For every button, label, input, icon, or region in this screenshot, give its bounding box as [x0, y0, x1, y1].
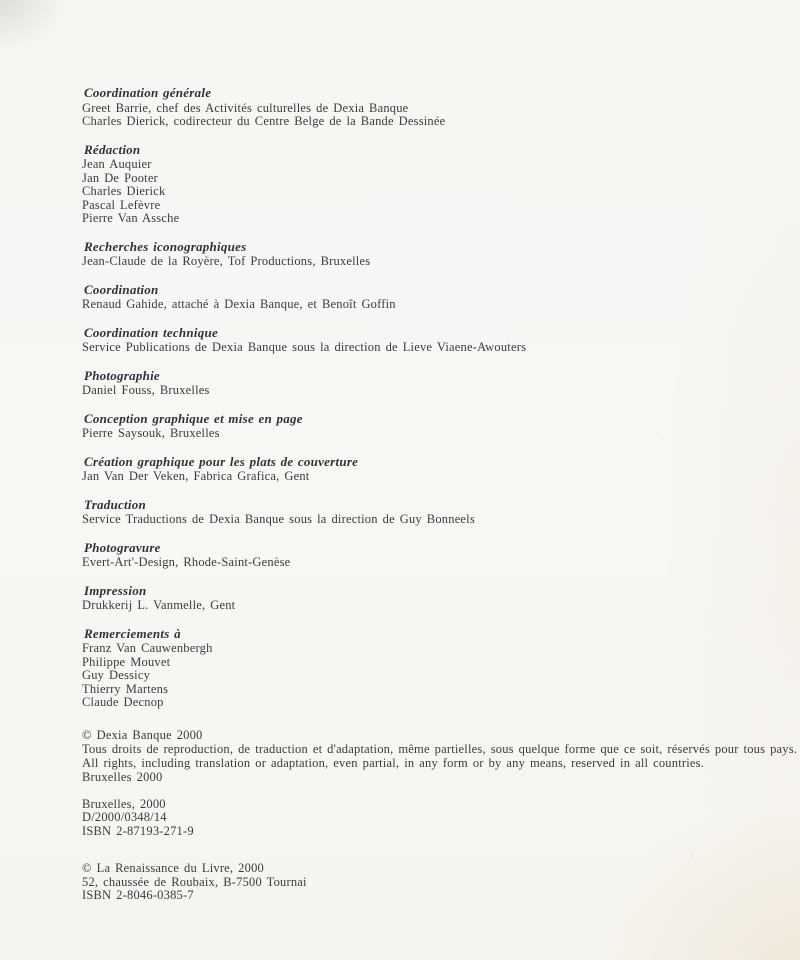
imprint-block — [82, 798, 760, 839]
publisher-line: © La Renaissance du Livre, 2000 — [82, 861, 264, 875]
credit-line: Daniel Fouss, Bruxelles — [82, 383, 210, 397]
section-heading: Impression — [84, 582, 147, 598]
credit-line: Service Traductions de Dexia Banque sous la direction de Guy Bonneels — [82, 512, 475, 526]
credit-section — [82, 455, 760, 484]
credits-sections — [82, 86, 760, 710]
credit-section — [82, 627, 760, 710]
section-heading: Coordination — [84, 281, 159, 297]
credit-line: Greet Barrie, chef des Activités culturelles de Dexia Banque — [82, 100, 409, 115]
section-heading: Recherches iconographiques — [84, 238, 247, 254]
copyright-line: Bruxelles 2000 — [82, 769, 163, 784]
imprint-line: ISBN 2-87193-271-9 — [82, 823, 194, 838]
credit-section — [82, 283, 760, 312]
section-heading: Rédaction — [84, 141, 141, 157]
copyright-block — [82, 727, 798, 784]
publisher-line: ISBN 2-8046-0385-7 — [82, 888, 194, 902]
imprint-line: Bruxelles, 2000 — [82, 796, 166, 811]
credit-line: Jan Van Der Veken, Fabrica Grafica, Gent — [82, 469, 310, 483]
publisher-line: 52, chaussée de Roubaix, B-7500 Tournai — [82, 874, 307, 889]
credit-line: Charles Dierick — [82, 184, 166, 198]
credit-section — [82, 541, 760, 570]
copyright-line: Tous droits de reproduction, de traduction et d'adaptation, même partielles, sous quelque forme que ce soit, réservés pour tous pays. — [82, 741, 798, 756]
section-heading: Photographie — [84, 367, 160, 383]
section-heading: Création graphique pour les plats de couverture — [84, 453, 359, 469]
paper-speck — [691, 855, 693, 857]
credit-line: Service Publications de Dexia Banque sous la direction de Lieve Viaene-Awouters — [82, 340, 527, 354]
section-heading: Photogravure — [84, 539, 161, 555]
section-heading: Conception graphique et mise en page — [84, 410, 303, 426]
copyright-line: All rights, including translation or adaptation, even partial, in any form or by any means, reserved in all countries. — [82, 755, 705, 770]
credit-line: Jean Auquier — [82, 157, 152, 171]
section-heading: Remerciements à — [84, 625, 181, 641]
publisher-block — [82, 862, 760, 903]
section-heading: Traduction — [84, 496, 146, 512]
credit-line: Drukkerij L. Vanmelle, Gent — [82, 598, 236, 612]
credit-line: Jean-Claude de la Royère, Tof Productions, Bruxelles — [82, 254, 371, 268]
credit-section — [82, 369, 760, 398]
section-heading: Coordination technique — [84, 324, 218, 340]
credit-section — [82, 86, 760, 129]
credit-line: Renaud Gahide, attaché à Dexia Banque, et Benoît Goffin — [82, 297, 396, 311]
credit-line: Thierry Martens — [82, 681, 169, 696]
credit-section — [82, 326, 760, 355]
credit-line: Guy Dessicy — [82, 668, 151, 682]
credit-line: Jan De Pooter — [82, 170, 158, 185]
credit-line: Claude Decnop — [82, 695, 164, 709]
credit-section — [82, 584, 760, 613]
section-heading: Coordination générale — [84, 85, 212, 100]
credit-line: Charles Dierick, codirecteur du Centre Belge de la Bande Dessinée — [82, 114, 446, 128]
credit-line: Evert-Art'-Design, Rhode-Saint-Genèse — [82, 555, 291, 569]
credit-line: Pascal Lefèvre — [82, 197, 161, 212]
credit-line: Pierre Van Assche — [82, 211, 180, 225]
credit-line: Franz Van Cauwenbergh — [82, 641, 213, 655]
credit-section — [82, 412, 760, 441]
copyright-line: © Dexia Banque 2000 — [82, 727, 203, 742]
credit-section — [82, 240, 760, 269]
credit-line: Philippe Mouvet — [82, 654, 171, 669]
credit-section — [82, 498, 760, 527]
credit-line: Pierre Saysouk, Bruxelles — [82, 426, 220, 440]
imprint-line: D/2000/0348/14 — [82, 810, 167, 824]
credit-section — [82, 143, 760, 226]
